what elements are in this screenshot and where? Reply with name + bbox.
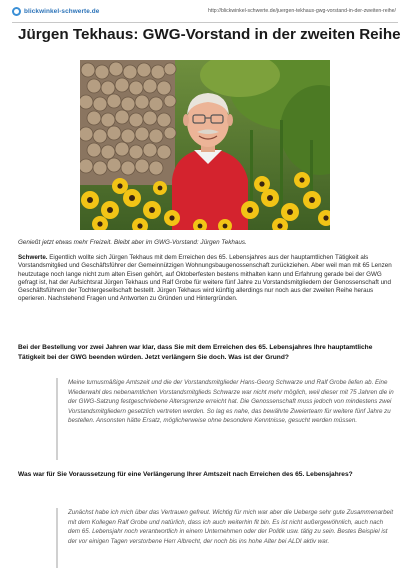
article-title: Jürgen Tekhaus: GWG-Vorstand in der zweiten Reihe xyxy=(18,26,401,43)
lead-location: Schwerte. xyxy=(18,254,48,261)
article-lead xyxy=(18,254,400,304)
header-divider xyxy=(12,22,398,23)
site-logo[interactable] xyxy=(12,7,99,16)
portrait-illustration xyxy=(80,60,330,230)
page-url[interactable]: http://blickwinkel-schwerte.de/juergen-tekhaus-gwg-vorstand-in-der-zweiten-reihe/ xyxy=(208,8,396,14)
interview-question-1: Bei der Bestellung vor zwei Jahren war klar, dass Sie mit dem Erreichen des 65. Lebensjahres Ihre hauptamtliche Tätigkeit bei der GWG beenden würden. Jetzt verlängern Sie doch. Was ist der Grund? xyxy=(18,344,373,361)
site-header xyxy=(0,0,410,22)
interview-answer-2: Zunächst habe ich mich über das Vertrauen gefreut. Wichtig für mich war aber die Ueberge sehr gute Zusammenarbeit mit dem Kollegen Ralf Grobe und natürlich, dass ich auch weiterhin fit bin. Es ist nicht außergewöhnlich, auch nach dem 65. Lebensjahr noch verantwortlich in einem Unternehmen oder der Politik usw. tätig zu sein. Bestes Beispiel ist der vor einigen Tagen verstorbene Herr Albrecht, der noch bis ins hohe Alter bei ALDI aktiv war. xyxy=(56,508,396,568)
interview-question-2: Was war für Sie Voraussetzung für eine Verlängerung Ihrer Amtszeit nach Erreichen des 65. Lebensjahres? xyxy=(18,471,353,478)
site-name: blickwinkel-schwerte.de xyxy=(24,7,100,15)
photo-caption: Genießt jetzt etwas mehr Freizeit. Bleibt aber im GWG-Vorstand: Jürgen Tekhaus. xyxy=(18,239,247,246)
article-photo xyxy=(80,60,330,230)
interview-answer-1: Meine turnusmäßige Amtszeit und die der Vorstandsmitglieder Hans-Georg Schwarze und Ralf Grobe liefen ab. Eine Wiederwahl des nebenamtlichen Vorstandsmitglieds Schwarze war nicht mehr möglich, weil dieser mit 75 Jahren die in der GWG-Satzung festgeschriebene Altersgrenze erreicht hat. Die Genossenschaft muss jedoch von mindestens zwei Vorstandsmitgliedern gesetzlich vertreten werden. So lag es nahe, das bewährte Zweierteam für weitere fünf Jahre zu bestellen. Ansonsten hätte Ersatz, möglicherweise ohne besondere Kenntnisse, gesucht werden müssen. xyxy=(56,378,396,460)
blickwinkel-logo-icon xyxy=(12,7,21,16)
lead-text: Eigentlich wollte sich Jürgen Tekhaus mit dem Erreichen des 65. Lebensjahres aus der hauptamtlichen Tätigkeit als Vorstandsmitglied und Geschäftsführer der Gemeinnützigen Wohnungsbaugenossenschaft zurückziehen. Aber weil man mit 65 Lenzen heutzutage noch lange nicht zum alten Eisen gehört, auf Oktoberfesten bestens mithalten kann und Erfahrung gerade bei der GWG gefragt ist, hat der Aufsichtsrat Jürgen Tekhaus und Ralf Grobe für weitere fünf Jahre zu Vorstandsmitgliedern der Genossenschaft und Geschäftsführern der Tochtergesellschaft bestellt. Jürgen Tekhaus wird künftig allerdings nur noch aus der zweiten Reihe heraus operieren. Nachstehend Fragen und Antworten zu Gründen und Hintergründen. xyxy=(18,254,392,303)
